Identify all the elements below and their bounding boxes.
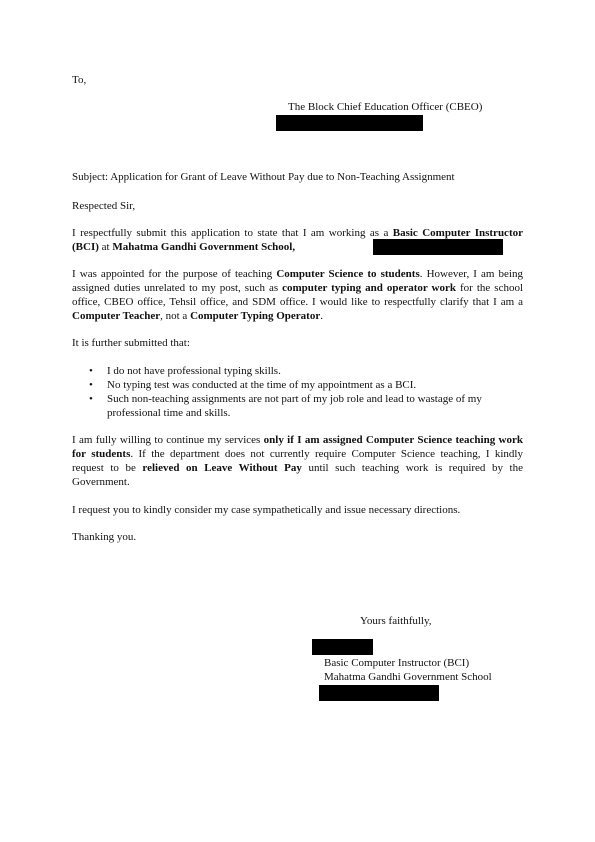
redacted-recipient-location — [276, 115, 423, 131]
bullet-icon: • — [89, 365, 93, 377]
thanking-line: Thanking you. — [72, 531, 137, 543]
list-item: • No typing test was conducted at the time of my appointment as a BCI. — [89, 379, 417, 391]
redacted-school-location — [373, 239, 503, 255]
points-list — [72, 364, 523, 420]
subject-line: Subject: Application for Grant of Leave Without Pay due to Non-Teaching Assignment — [72, 171, 455, 183]
closing-line: Yours faithfully, — [360, 615, 432, 627]
bullet-icon: • — [89, 393, 93, 405]
greeting: Respected Sir, — [72, 200, 136, 212]
further-submitted: It is further submitted that: — [72, 337, 190, 349]
paragraph-duties: I was appointed for the purpose of teaching Computer Science to students. However, I am being assigned duties unrelated to my post, such as computer typing and operator work for the school office, CBEO office, Tehsil office, and SDM office. I would like to respectfully clarify that I am a Computer Teacher, not a Computer Typing Operator. — [72, 268, 524, 322]
paragraph-request: I request you to kindly consider my case sympathetically and issue necessary directions. — [72, 504, 461, 516]
signatory-designation: Basic Computer Instructor (BCI) — [324, 657, 470, 669]
redacted-signature — [312, 639, 373, 655]
bullet-icon: • — [89, 379, 93, 391]
signatory-school: Mahatma Gandhi Government School — [324, 671, 492, 683]
paragraph-introduction: I respectfully submit this application to state that I am working as a Basic Computer Instructor (BCI) at Mahatma Gandhi Government School, — [72, 227, 523, 253]
recipient-title: The Block Chief Education Officer (CBEO) — [288, 101, 483, 113]
list-item: • Such non-teaching assignments are not part of my job role and lead to wastage of my professional time and skills. — [89, 393, 482, 419]
paragraph-willingness: I am fully willing to continue my services only if I am assigned Computer Science teaching work for students. If the department does not currently require Computer Science teaching, I kindly request to be relieved on Leave Without Pay until such teaching work is required by the Government. — [72, 434, 523, 488]
redacted-signatory-location — [319, 685, 439, 701]
salutation-to: To, — [72, 74, 87, 86]
list-item: • I do not have professional typing skills. — [89, 365, 281, 377]
